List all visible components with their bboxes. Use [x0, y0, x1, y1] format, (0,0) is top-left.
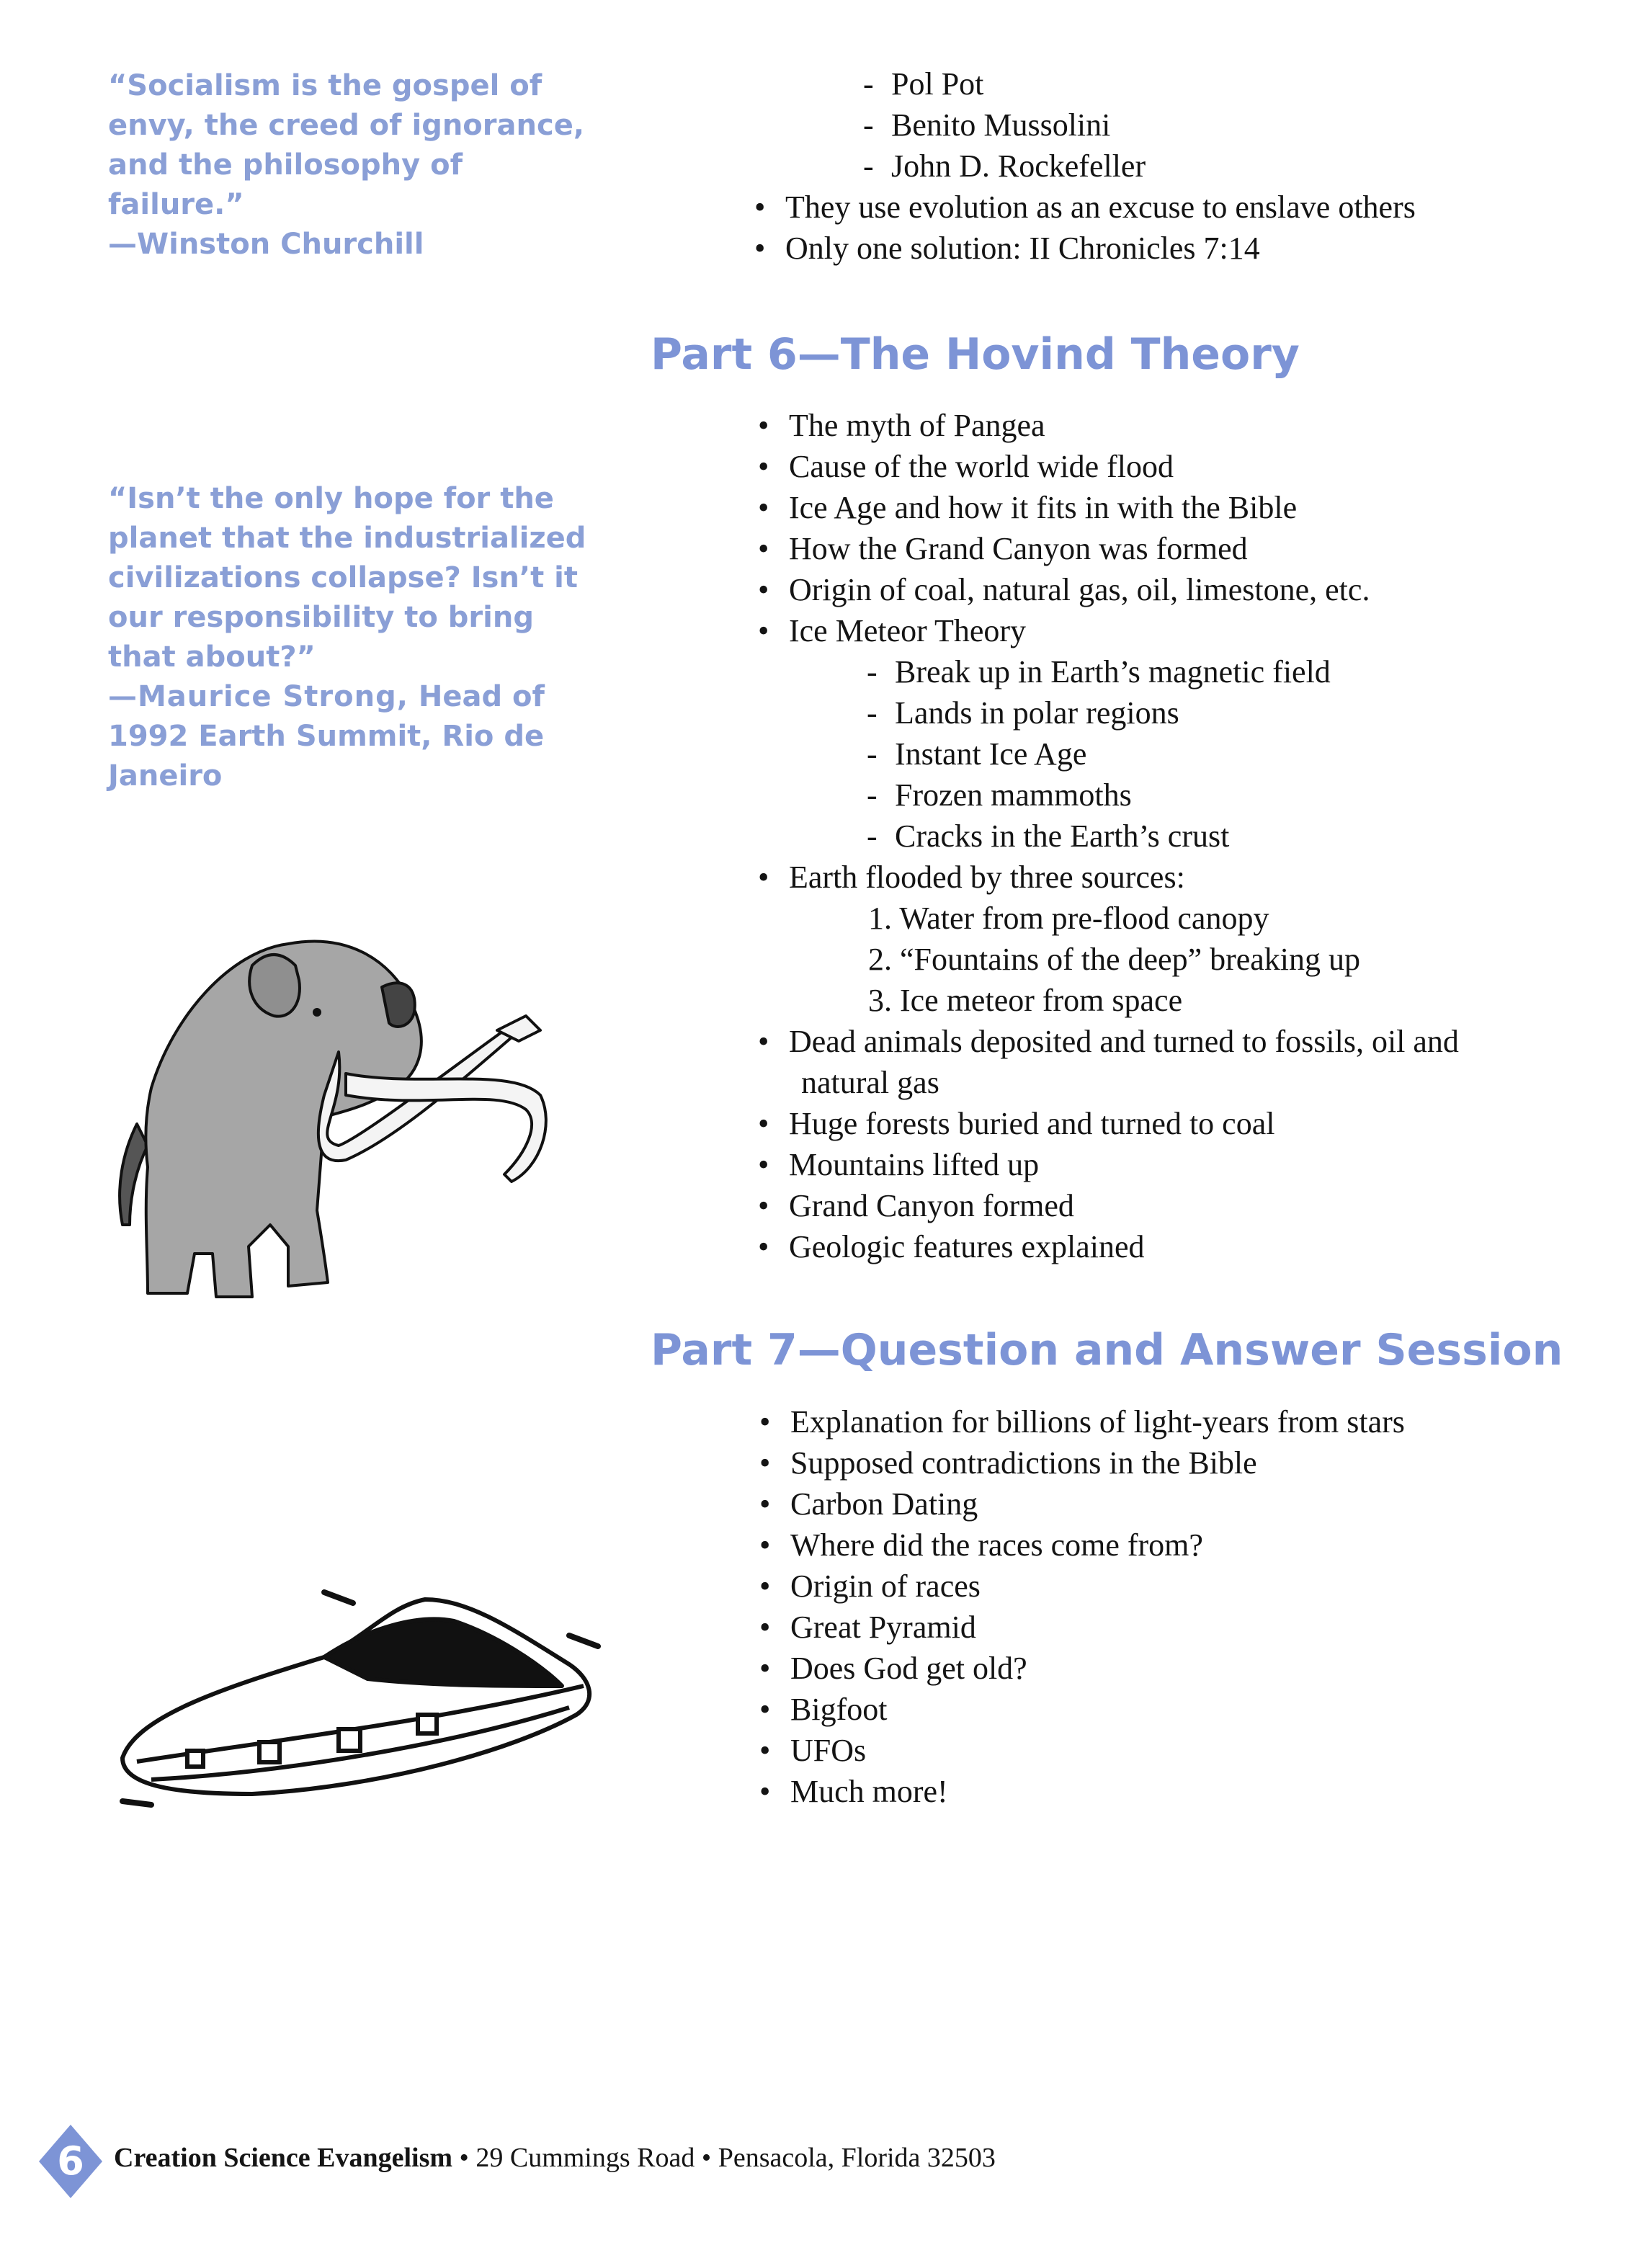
quote-text: “Isn’t the only hope for the planet that the industrialized civilizations collapse? Isn’t it our responsibility to bring that about?” — [108, 482, 586, 674]
numbered-item: 2. “Fountains of the deep” breaking up — [868, 942, 1361, 977]
list-item: • Where did the races come from? — [758, 1525, 1405, 1566]
part6-list — [756, 405, 1459, 1267]
mammoth-illustration — [108, 908, 605, 1326]
section-title-part6: Part 6—The Hovind Theory — [651, 329, 1300, 380]
city-state-zip: Pensacola, Florida 32503 — [718, 2143, 996, 2173]
organization-name: Creation Science Evangelism — [114, 2143, 453, 2173]
numbered-item: 1. Water from pre-flood canopy — [868, 901, 1269, 936]
list-item: • The myth of Pangea — [756, 405, 1459, 446]
list-item: - Pol Pot — [753, 63, 1416, 104]
list-item: • Dead animals deposited and turned to fossils, oil and natural gas — [756, 1021, 1459, 1103]
attribution-name: —Maurice Strong, — [108, 680, 408, 713]
list-item: - Benito Mussolini — [753, 104, 1416, 146]
strong-quote — [108, 479, 598, 796]
list-item: • Explanation for billions of light-years from stars — [758, 1401, 1405, 1442]
list-item: • Does God get old? — [758, 1648, 1405, 1689]
sub-list-item: - Frozen mammoths — [756, 775, 1459, 816]
quote-attribution: —Winston Churchill — [108, 228, 424, 261]
continued-list — [753, 63, 1416, 269]
street-address: 29 Cummings Road — [475, 2143, 695, 2173]
separator: • — [452, 2143, 476, 2173]
page-number: 6 — [57, 2138, 84, 2184]
list-item: • Ice Age and how it fits in with the Bible — [756, 487, 1459, 528]
list-item: • They use evolution as an excuse to enslave others — [753, 187, 1416, 228]
page-footer — [36, 2122, 1189, 2201]
list-item: • Ice Meteor Theory — [756, 610, 1459, 651]
list-item: - John D. Rockefeller — [753, 146, 1416, 187]
list-item: • How the Grand Canyon was formed — [756, 528, 1459, 569]
list-item: • Origin of coal, natural gas, oil, limestone, etc. — [756, 569, 1459, 610]
list-item: • Geologic features explained — [756, 1226, 1459, 1267]
list-item: • Origin of races — [758, 1566, 1405, 1607]
list-item: • Grand Canyon formed — [756, 1185, 1459, 1226]
list-item: • UFOs — [758, 1730, 1405, 1771]
footer-address-line — [114, 2142, 996, 2174]
list-item: • Bigfoot — [758, 1689, 1405, 1730]
churchill-quote — [108, 66, 598, 264]
ufo-illustration — [108, 1578, 605, 1816]
list-item: • Only one solution: II Chronicles 7:14 — [753, 228, 1416, 269]
part7-list — [758, 1401, 1405, 1812]
list-item: • Earth flooded by three sources: — [756, 857, 1459, 898]
sub-list-item: - Break up in Earth’s magnetic field — [756, 651, 1459, 692]
list-item: • Great Pyramid — [758, 1607, 1405, 1648]
quote-attribution — [108, 677, 598, 796]
numbered-item: 3. Ice meteor from space — [868, 983, 1183, 1018]
sub-list-item: - Cracks in the Earth’s crust — [756, 816, 1459, 857]
list-item: • Supposed contradictions in the Bible — [758, 1442, 1405, 1483]
list-item: • Huge forests buried and turned to coal — [756, 1103, 1459, 1144]
separator: • — [695, 2143, 718, 2173]
sub-list-item: - Instant Ice Age — [756, 733, 1459, 775]
list-item: • Mountains lifted up — [756, 1144, 1459, 1185]
list-item: • Carbon Dating — [758, 1483, 1405, 1525]
sub-list-item: - Lands in polar regions — [756, 692, 1459, 733]
quote-text: “Socialism is the gospel of envy, the creed of ignorance, and the philosophy of failure.” — [108, 69, 585, 221]
page-number-badge — [36, 2122, 115, 2201]
list-item: • Much more! — [758, 1771, 1405, 1812]
list-item: • Cause of the world wide flood — [756, 446, 1459, 487]
section-title-part7: Part 7—Question and Answer Session — [651, 1325, 1563, 1375]
attribution-detail: Head of 1992 Earth Summit, Rio de Janeiro — [108, 680, 545, 793]
